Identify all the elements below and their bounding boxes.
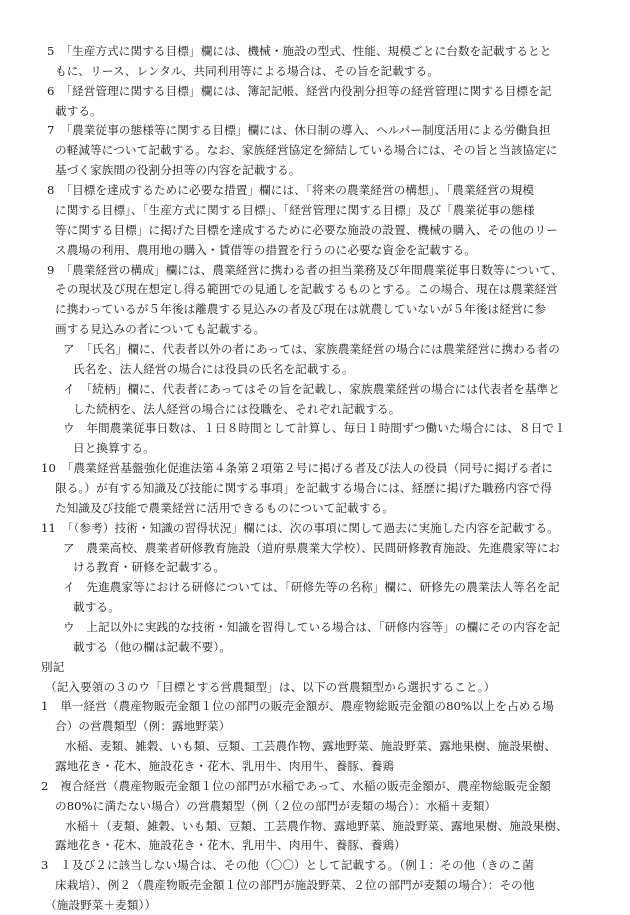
item-11-line-1: 11 「（参考）技術・知識の習得状況」欄には、次の事項に関して過去に実施した内容を記載する。 xyxy=(41,520,559,535)
item-7-line-2: の軽減等について記載する。なお、家族経営協定を締結している場合には、その旨と当該協定に xyxy=(55,143,558,158)
appendix-2-line-2: の80%に満たない場合）の営農類型（例（２位の部門が麦類の場合）：水稲＋麦類） xyxy=(55,798,497,813)
appendix-2-line-3: 水稲＋（麦類、雑穀、いも類、豆類、工芸農作物、露地野菜、施設野菜、露地果樹、施設果樹、 xyxy=(65,818,568,833)
appendix-1-line-1: 1 単一経営（農産物販売金額１位の部門の販売金額が、農産物総販売金額の80%以上を占める場 xyxy=(41,699,554,714)
item-11a-line-1: ア 農業高校、農業者研修教育施設（道府県農業大学校）、民間研修教育施設、先進農家等にお xyxy=(63,540,561,555)
item-9i-line-1: イ 「続柄」欄に、代表者にあってはその旨を記載し、家族農業経営の場合には代表者を基準と xyxy=(63,381,560,396)
item-9u-line-2: 日と換算する。 xyxy=(73,441,155,456)
item-10-line-3: た知識及び技能で農業経営に活用できるものについて記載する。 xyxy=(55,500,394,515)
appendix-2-line-1: 2 複合経営（農産物販売金額１位の部門が水稲であって、水稲の販売金額が、農産物総販売金額 xyxy=(41,778,551,793)
item-11i-line-2: 載する。 xyxy=(73,600,120,615)
item-5-line-1: 5 「生産方式に関する目標」欄には、機械・施設の型式、性能、規模ごとに台数を記載するとと xyxy=(47,44,552,58)
item-9-line-1: 9 「農業経営の構成」欄には、農業経営に携わる者の担当業務及び年間農業従事日数等について、 xyxy=(47,262,563,277)
item-5-line-2: もに、リース、レンタル、共同利用等による場合は、その旨を記載する。 xyxy=(55,63,439,78)
item-7-line-3: 基づく家族間の役割分担等の内容を記載する。 xyxy=(55,163,301,178)
item-9-line-3: に携わっているが５年後は離農する見込みの者及び現在は就農していないが５年後は経営に参 xyxy=(55,302,547,317)
item-7-line-1: 7 「農業従事の態様等に関する目標」欄には、休日制の導入、ヘルパー制度活用による労働負担 xyxy=(47,123,551,138)
item-9-line-4: 画する見込みの者についても記載する。 xyxy=(55,322,266,336)
appendix-3-line-1: 3 １及び２に該当しない場合は、その他（〇〇）として記載する。（例１：その他（きのこ菌 xyxy=(41,858,534,873)
item-8-line-2: に関する目標」、「生産方式に関する目標」、「経営管理に関する目標」及び「農業従事の態様 xyxy=(55,202,535,217)
item-8-line-4: ス農場の利用、農用地の購入・賃借等の措置を行うのに必要な資金を記載する。 xyxy=(55,242,476,257)
item-6-line-1: 6 「経営管理に関する目標」欄には、簿記記帳、経営内役割分担等の経営管理に関する目標を記 xyxy=(47,83,552,98)
appendix-1-line-2: 合）の営農類型（例：露地野菜） xyxy=(55,719,231,734)
item-8-line-3: 等に関する目標」に掲げた目標を達成するために必要な施設の設置、機械の購入、その他のリー xyxy=(55,222,558,237)
item-11i-line-1: イ 先進農家等における研修については、「研修先等の名称」欄に、研修先の農業法人等名を記 xyxy=(63,580,560,595)
appendix-3-line-3: （施設野菜＋麦類）） xyxy=(45,898,157,912)
item-9-line-2: その現状及び現在想定し得る範囲での見通しを記載するものとする。この場合、現在は農業経営 xyxy=(55,282,558,297)
appendix-1-line-4: 露地花き・花木、施設花き・花木、乳用牛、肉用牛、養豚、養鶏 xyxy=(55,759,395,773)
item-9a-line-1: ア 「氏名」欄に、代表者以外の者にあっては、家族農業経営の場合には農業経営に携わる者の xyxy=(63,341,560,356)
item-6-line-2: 載する。 xyxy=(55,103,102,118)
item-11u-line-2: 載する（他の欄は記載不要）。 xyxy=(73,639,231,654)
item-10-line-1: 10 「農業経営基盤強化促進法第４条第２項第２号に掲げる者及び法人の役員（同号に掲げる者に xyxy=(41,461,553,476)
appendix-1-line-3: 水稲、麦類、雑穀、いも類、豆類、工芸農作物、露地野菜、施設野菜、露地果樹、施設果樹、 xyxy=(65,739,557,754)
item-9a-line-2: 氏名を、法人経営の場合には役員の氏名を記載する。 xyxy=(73,361,354,376)
appendix-2-line-4: 露地花き・花木、施設花き・花木、乳用牛、肉用牛、養豚、養鶏） xyxy=(55,838,406,853)
item-8-line-1: 8 「目標を達成するために必要な措置」欄には、「将来の農業経営の構想」、「農業経営の規模 xyxy=(47,183,535,197)
appendix-intro: （記入要領の３のウ「目標とする営農類型」は、以下の営農類型から選択すること。） xyxy=(45,679,496,694)
item-9i-line-2: した続柄を、法人経営の場合には役職を、それぞれ記載する。 xyxy=(73,401,401,416)
appendix-3-line-2: 床栽培）、例２（農産物販売金額１位の部門が施設野菜、２位の部門が麦類の場合）：その他 xyxy=(55,878,535,893)
item-11u-line-1: ウ 上記以外に実践的な技術・知識を習得している場合は、「研修内容等」の欄にその内容を記 xyxy=(63,620,561,634)
item-10-line-2: 限る。）が有する知識及び技能に関する事項」を記載する場合には、経歴に掲げた職務内容で得 xyxy=(55,480,553,495)
appendix-heading: 別記 xyxy=(41,659,65,674)
item-9u-line-1: ウ 年間農業従事日数は、１日８時間として計算し、毎日１時間ずつ働いた場合には、８日で１ xyxy=(63,421,566,436)
item-11a-line-2: ける教育・研修を記載する。 xyxy=(73,560,226,575)
